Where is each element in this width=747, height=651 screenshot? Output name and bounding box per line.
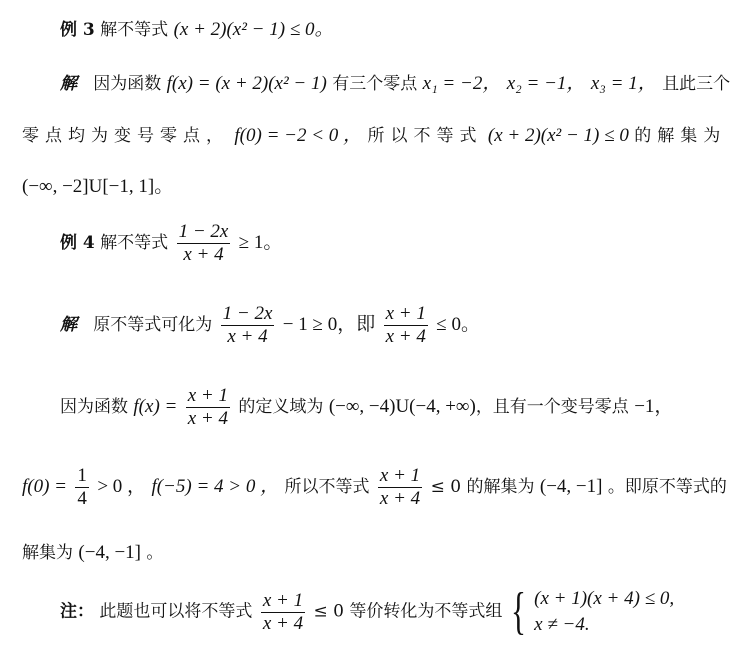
paragraph-3-f0-denominator: 4: [77, 488, 87, 509]
paragraph-3-text-1: 所以不等式: [284, 477, 370, 497]
paragraph-2-text-3: ，且有一个变号零点: [475, 397, 629, 417]
solution-3-label: 解: [60, 74, 77, 94]
note-text-1: 此题也可以将不等式: [99, 601, 253, 622]
example-4-denominator: x + 4: [183, 244, 224, 265]
example-4-numerator: 1 − 2x: [178, 221, 229, 242]
paragraph-3-f-minus-5: f(−5) = 4 > 0 ，: [151, 476, 280, 497]
paragraph-2-domain: (−∞, −4)U(−4, +∞): [328, 396, 476, 417]
paragraph-3-solution-set: (−4, −1]: [539, 476, 603, 497]
solution-3-line-3: [22, 171, 173, 198]
paragraph-3-f0: f(0) =: [22, 476, 68, 497]
example-3-line: [60, 14, 334, 41]
paragraph-4-text-2: 。: [146, 543, 164, 563]
paragraph-4-line: [22, 538, 163, 564]
note-system-brace: {: [510, 583, 526, 640]
solution-4-fraction-2: [384, 304, 428, 347]
solution-3-zero-1: x₁ = −2，: [422, 73, 502, 94]
note-system-line-2: x ≠ −4.: [534, 614, 590, 635]
solution-3-line-2: [22, 120, 726, 147]
solution-3-line-2-text-c: 所以不等式: [367, 126, 483, 146]
solution-3-line-2-text-a: 零点均为变号零点，: [22, 126, 229, 146]
solution-4-fraction-2-denominator: x + 4: [385, 326, 426, 347]
paragraph-3-fraction: [378, 466, 422, 509]
solution-4-label: 解: [60, 315, 77, 335]
solution-3-zero-3: x₃ = 1，: [590, 73, 657, 94]
example-3-label: 例 3: [60, 20, 95, 40]
solution-3-answer-set: (−∞, −2]U[−1, 1]。: [22, 176, 174, 197]
paragraph-3-f0-tail: > 0 ，: [97, 476, 147, 497]
solution-4-text-2: − 1 ≥ 0，即: [282, 314, 376, 335]
paragraph-3-f0-fraction: [75, 466, 89, 509]
solution-3-text-2: 有三个零点: [332, 74, 418, 94]
example-4-line: [60, 222, 282, 265]
example-4-label: 例 4: [60, 233, 95, 253]
note-fraction-denominator: x + 4: [262, 612, 304, 634]
paragraph-4-text-1: 解集为: [22, 543, 73, 563]
solution-3-function: f(x) = (x + 2)(x² − 1): [166, 73, 327, 94]
example-4-prompt: 解不等式: [100, 233, 169, 253]
solution-4-fraction-1: [221, 304, 275, 347]
example-4-tail: ≥ 1。: [238, 232, 283, 253]
solution-3-text-1: 因为函数: [93, 74, 162, 94]
paragraph-2-text-2: 的定义域为: [238, 397, 324, 417]
paragraph-2-line: [60, 386, 673, 429]
solution-4-fraction-1-denominator: x + 4: [227, 326, 268, 347]
solution-4-text-3: ≤ 0。: [436, 314, 480, 335]
solution-4-fraction-1-numerator: 1 − 2x: [222, 303, 273, 324]
solution-3-line-1: [60, 68, 730, 95]
solution-4-fraction-2-numerator: x + 1: [385, 303, 426, 324]
example-3-prompt: 解不等式: [100, 20, 169, 40]
paragraph-3-fraction-denominator: x + 4: [379, 488, 421, 509]
paragraph-4-solution-set: (−4, −1]: [78, 542, 141, 563]
solution-3-zero-2: x₂ = −1，: [506, 73, 586, 94]
note-line: [60, 583, 675, 640]
solution-3-text-3: 且此三个: [662, 74, 731, 94]
example-4-fraction: [177, 222, 231, 265]
solution-4-line: [60, 304, 480, 347]
paragraph-2-fraction: [186, 386, 230, 429]
note-system: [534, 586, 674, 638]
paragraph-3-text-3: 。即原不等式的: [607, 477, 727, 497]
solution-4-text-1: 原不等式可化为: [93, 315, 213, 335]
paragraph-3-line: [22, 466, 727, 509]
paragraph-2-fraction-numerator: x + 1: [187, 385, 229, 406]
note-fraction: [261, 591, 305, 634]
note-text-2: ≤ 0 等价转化为不等式组: [313, 601, 503, 622]
solution-3-line-2-text-e: 的解集为: [634, 126, 727, 146]
paragraph-2-zero: −1，: [634, 396, 674, 417]
solution-3-f0: f(0) = −2 < 0 ，: [234, 125, 363, 146]
solution-3-inequality: (x + 2)(x² − 1) ≤ 0: [487, 125, 629, 146]
paragraph-3-fraction-numerator: x + 1: [379, 465, 421, 486]
paragraph-3-f0-numerator: 1: [77, 465, 87, 486]
paragraph-2-fraction-denominator: x + 4: [187, 408, 229, 429]
note-system-line-1: (x + 1)(x + 4) ≤ 0,: [534, 588, 675, 609]
paragraph-3-text-2: ≤ 0 的解集为: [430, 477, 535, 497]
paragraph-2-function: f(x) =: [133, 396, 178, 417]
paragraph-2-text-1: 因为函数: [60, 397, 128, 417]
example-3-expression: (x + 2)(x² − 1) ≤ 0。: [173, 19, 334, 40]
note-fraction-numerator: x + 1: [262, 589, 304, 611]
note-label: 注：: [60, 601, 94, 622]
